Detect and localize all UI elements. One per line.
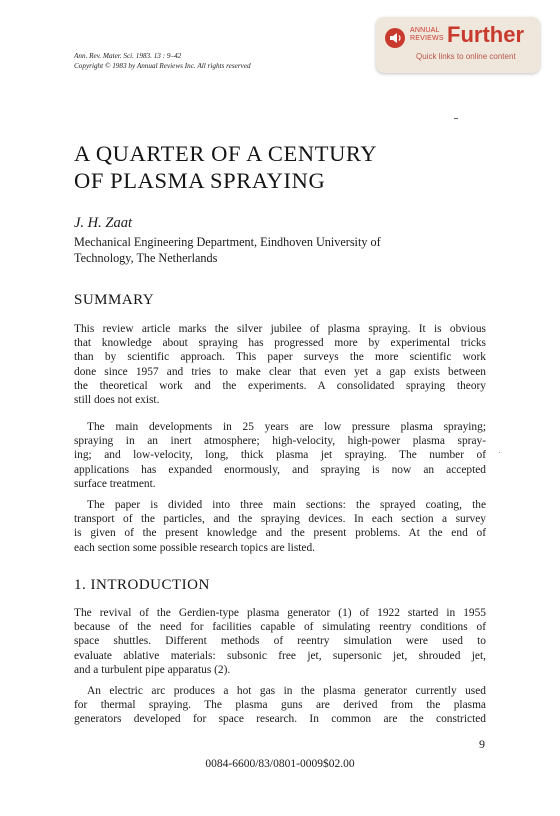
further-links-badge[interactable] <box>376 17 540 73</box>
affiliation-line-1: Mechanical Engineering Department, Eindhoven University of <box>74 235 381 249</box>
article-title <box>74 140 494 194</box>
summary-paragraph-2 <box>74 420 486 491</box>
text-line: surface treatment. <box>74 477 156 490</box>
text-line: and a turbulent pipe apparatus (2). <box>74 663 231 676</box>
article-code: 0084-6600/83/0801-0009$02.00 <box>205 758 355 770</box>
affiliation-line-2: Technology, The Netherlands <box>74 250 218 265</box>
text-line: evaluate ablative materials: subsonic free jet, supersonic jet, shrouded jet, <box>74 649 486 662</box>
introduction-paragraph-2 <box>74 684 486 727</box>
journal-citation: Ann. Rev. Mater. Sci. 1983. 13 : 9–42 <box>74 52 182 60</box>
text-line: The paper is divided into three main sections: the sprayed coating, the <box>87 499 486 511</box>
summary-heading: SUMMARY <box>74 292 155 308</box>
text-line: The main developments in 25 years are low pressure plasma spraying; <box>87 421 486 433</box>
text-line: The revival of the Gerdien-type plasma generator (1) of 1922 started in 1955 <box>74 607 486 619</box>
journal-reference <box>74 51 251 71</box>
title-line-2: OF PLASMA SPRAYING <box>74 168 326 193</box>
text-line: generators developed for space research. In common are the constricted <box>74 713 486 726</box>
text-line: ing; and low-velocity, long, thick plasma jet spraying. The number of <box>74 449 486 462</box>
wordmark-reviews: REVIEWS <box>410 35 444 42</box>
copyright-notice: Copyright © 1983 by Annual Reviews Inc. All rights reserved <box>74 62 251 70</box>
author-affiliation <box>74 235 494 266</box>
text-line: applications has expanded enormously, and spraying is now an accepted <box>74 463 486 476</box>
text-line: that knowledge about spraying has progressed more by experimental tricks <box>74 337 486 350</box>
scan-mark <box>499 452 500 453</box>
text-line: is given of the present knowledge and the present problems. At the end of <box>74 527 486 540</box>
text-line: transport of the particles, and the spraying devices. In each section a survey <box>74 513 486 526</box>
scan-mark <box>454 118 458 119</box>
title-line-1: A QUARTER OF A CENTURY <box>74 141 378 166</box>
page-number: 9 <box>479 737 485 751</box>
text-line: each section some possible research topics are listed. <box>74 541 316 554</box>
annual-reviews-wordmark <box>410 27 444 43</box>
further-label: Further <box>447 22 524 47</box>
introduction-heading: 1. INTRODUCTION <box>74 577 210 593</box>
text-line: space shuttles. Different methods of reentry simulation were used to <box>74 635 486 648</box>
text-line: for thermal spraying. The plasma guns are derived from the plasma <box>74 699 486 712</box>
further-subtitle: Quick links to online content <box>416 52 516 61</box>
text-line: An electric arc produces a hot gas in the plasma generator currently used <box>87 685 486 697</box>
author-name: J. H. Zaat <box>74 215 132 231</box>
summary-paragraph-3 <box>74 498 486 555</box>
text-line: than by scientific approach. This paper surveys the more scientific work <box>74 351 486 364</box>
summary-paragraph-1 <box>74 322 486 407</box>
text-line: done since 1957 and tries to make clear that even yet a gap exists between <box>74 365 486 378</box>
text-line: still does not exist. <box>74 393 160 406</box>
speaker-logo-icon <box>385 28 405 48</box>
text-line: because of the need for facilities capable of simulating reentry conditions of <box>74 621 486 634</box>
text-line: This review article marks the silver jubilee of plasma spraying. It is obvious <box>74 323 486 335</box>
text-line: the theoretical work and the experiments. A consolidated spraying theory <box>74 379 486 392</box>
text-line: spraying in an inert atmosphere; high-velocity, high-power plasma spray- <box>74 435 486 448</box>
wordmark-annual: ANNUAL <box>410 27 440 34</box>
introduction-paragraph-1 <box>74 606 486 677</box>
